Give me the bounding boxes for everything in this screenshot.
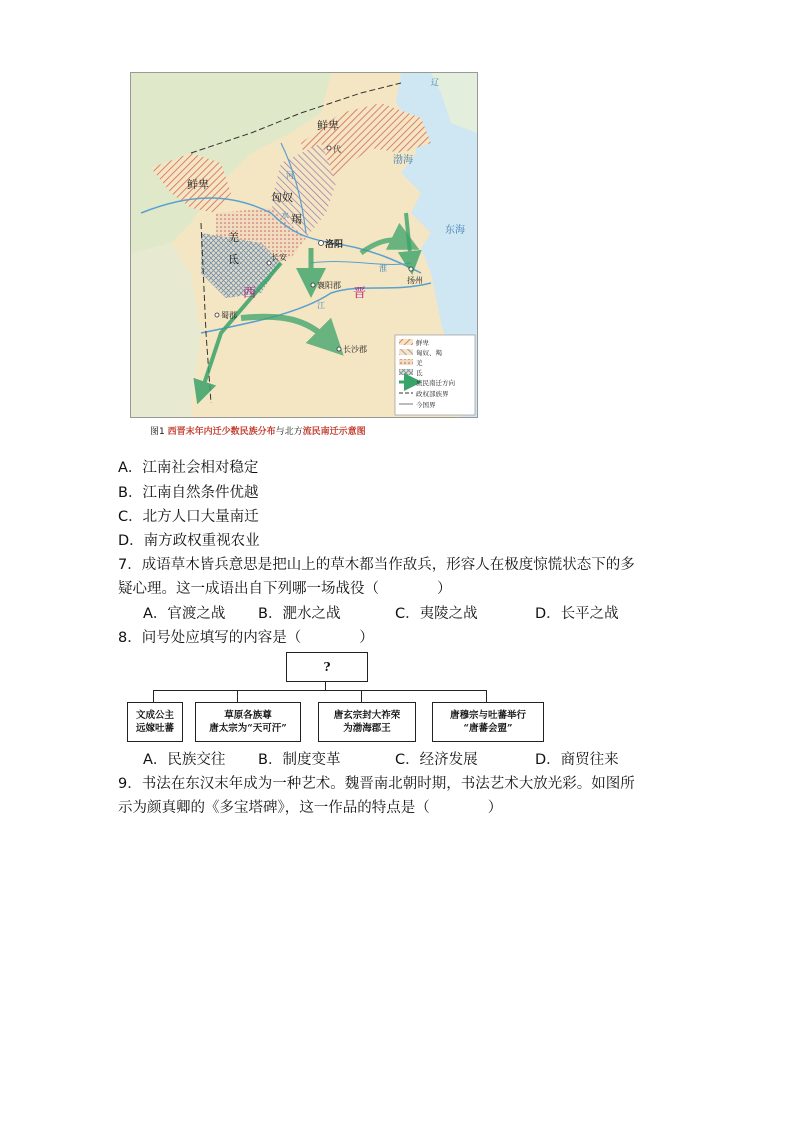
legend-xiongnu-jie: 匈奴、羯 xyxy=(416,349,442,357)
legend-border: 今国界 xyxy=(416,401,436,409)
label-liao: 辽 xyxy=(431,78,439,87)
city-yangzhou-dot xyxy=(409,267,413,271)
label-donghai: 东海 xyxy=(445,225,465,236)
city-shu: 蜀郡 xyxy=(221,311,237,320)
connector-vertical xyxy=(325,682,326,690)
connector-3 xyxy=(361,690,362,702)
diagram-box-3 xyxy=(318,702,416,742)
q7-option-a: A．官渡之战 xyxy=(143,606,226,622)
diagram-box-1 xyxy=(127,702,183,742)
diagram-box-2 xyxy=(195,702,301,742)
label-shui: 水 xyxy=(281,211,289,220)
q8-option-b: B．制度变革 xyxy=(258,752,341,768)
legend-xianbei: 鲜卑 xyxy=(416,339,429,347)
legend-qiang: 羌 xyxy=(416,359,423,367)
city-luoyang-dot xyxy=(319,241,324,246)
q8-stem: 8．问号处应填写的内容是（ ） xyxy=(118,630,374,646)
city-changsha: 长沙郡 xyxy=(343,345,367,354)
caption-prefix: 图1 xyxy=(150,427,165,437)
migration-map xyxy=(130,72,478,418)
q7-option-c: C．夷陵之战 xyxy=(395,606,478,622)
connector-4 xyxy=(486,690,487,702)
box-4-line-1: 唐穆宗与吐蕃举行 xyxy=(449,710,526,721)
label-qiang: 羌 xyxy=(228,231,239,244)
label-xi: 西 xyxy=(243,286,257,301)
city-xiangyang-dot xyxy=(311,283,315,287)
q7-stem-line1: 7．成语草木皆兵意思是把山上的草木都当作敌兵，形容人在极度惊慌状态下的多 xyxy=(118,557,635,573)
label-xianbei-w: 鲜卑 xyxy=(187,178,209,191)
q7-option-d: D．长平之战 xyxy=(535,606,619,622)
city-changan: 长安 xyxy=(271,253,287,262)
label-bohai: 渤海 xyxy=(393,155,413,166)
box-2-line-2: 唐太宗为“天可汗” xyxy=(209,723,287,734)
label-jiang: 江 xyxy=(317,301,325,310)
city-yangzhou: 扬州 xyxy=(407,276,423,285)
connector-1 xyxy=(153,690,154,702)
box-1-line-1: 文成公主 xyxy=(135,710,174,721)
q6-option-a: A．江南社会相对稳定 xyxy=(118,460,259,476)
label-xianbei-ne-1: 鲜卑 xyxy=(317,119,339,132)
legend-di: 氐 xyxy=(416,369,423,377)
q8-option-d: D．商贸往来 xyxy=(535,752,619,768)
q8-option-c: C．经济发展 xyxy=(395,752,478,768)
q7-stem-line2: 疑心理。这一成语出自下列哪一场战役（ ） xyxy=(118,581,452,597)
city-dai-dot xyxy=(327,146,331,150)
diagram-top-text: ? xyxy=(323,659,331,674)
connector-2 xyxy=(237,690,238,702)
label-huai: 淮 xyxy=(379,264,387,273)
label-jin: 晋 xyxy=(353,286,367,301)
label-xiongnu: 匈奴 xyxy=(271,191,293,204)
caption-mid: 与北方 xyxy=(275,427,303,437)
q8-option-a: A．民族交往 xyxy=(143,752,226,768)
city-changsha-dot xyxy=(337,347,341,351)
label-he: 河 xyxy=(286,171,294,180)
map-legend xyxy=(395,335,475,415)
legend-boundary: 政权部族界 xyxy=(416,390,449,398)
box-3-line-1: 唐玄宗封大祚荣 xyxy=(333,710,401,721)
legend-migration: 流民南迁方向 xyxy=(416,379,455,387)
q7-option-b: B．淝水之战 xyxy=(258,606,341,622)
box-2-line-1: 草原各族尊 xyxy=(224,710,272,721)
map-svg xyxy=(131,73,477,417)
diagram-top-box xyxy=(286,652,368,682)
caption-red-2: 流民南迁示意图 xyxy=(302,427,366,437)
city-xiangyang: 襄阳郡 xyxy=(317,281,341,290)
city-luoyang: 洛阳 xyxy=(325,240,344,250)
connector-horizontal xyxy=(153,690,486,691)
diagram-box-4 xyxy=(432,702,544,742)
box-4-line-2: “唐蕃会盟” xyxy=(463,723,513,734)
q6-option-b: B．江南自然条件优越 xyxy=(118,485,259,501)
box-1-line-2: 远嫁吐蕃 xyxy=(135,723,174,734)
q6-option-d: D．南方政权重视农业 xyxy=(118,533,260,549)
label-jie: 羯 xyxy=(291,213,302,226)
caption-red-1: 西晋末年内迁少数民族分布 xyxy=(167,427,276,437)
city-dai: 代 xyxy=(333,145,341,154)
city-shu-dot xyxy=(215,313,219,317)
q9-stem-line2: 示为颜真卿的《多宝塔碑》，这一作品的特点是（ ） xyxy=(118,800,503,816)
box-3-line-2: 为渤海郡王 xyxy=(343,723,391,734)
q6-option-c: C．北方人口大量南迁 xyxy=(118,509,259,525)
q9-stem-line1: 9．书法在东汉末年成为一种艺术。魏晋南北朝时期，书法艺术大放光彩。如图所 xyxy=(118,776,635,792)
map-caption xyxy=(150,424,366,437)
label-di: 氐 xyxy=(228,253,239,266)
